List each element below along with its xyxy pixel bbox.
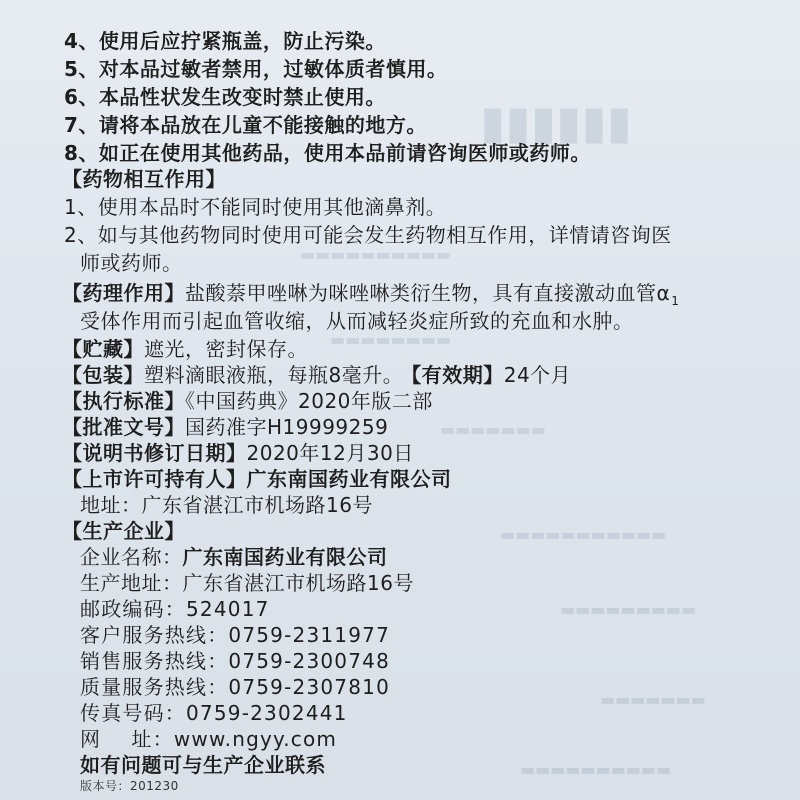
holder-line xyxy=(62,466,452,492)
package-text: 塑料滴眼液瓶，每瓶8毫升。 xyxy=(144,363,404,387)
interaction-item: 2、如与其他药物同时使用可能会发生药物相互作用，详情请咨询医 xyxy=(64,223,672,247)
bleed-through-text: ▬▬▬▬▬▬▬▬▬▬ xyxy=(300,245,452,264)
holder-address: 地址：广东省湛江市机场路16号 xyxy=(80,493,373,517)
manufacturer-name: 广东南国药业有限公司 xyxy=(182,545,388,569)
version-number: 版本号：201230 xyxy=(80,779,179,793)
postcode: 邮政编码：524017 xyxy=(80,597,270,621)
section-heading-validity: 【有效期】 xyxy=(411,363,504,387)
precaution-item: 5、对本品过敏者禁用，过敏体质者慎用。 xyxy=(64,57,448,81)
section-heading-storage: 【贮藏】 xyxy=(62,337,144,361)
fax-number: 传真号码：0759-2302441 xyxy=(80,701,348,725)
section-heading-manufacturer: 【生产企业】 xyxy=(62,519,185,543)
bleed-through-text: ▬▬▬▬▬▬▬ xyxy=(600,690,706,709)
precaution-item: 8、如正在使用其他药品，使用本品前请咨询医师或药师。 xyxy=(64,141,591,165)
revision-line xyxy=(62,440,414,466)
precaution-item: 6、本品性状发生改变时禁止使用。 xyxy=(64,85,386,109)
package-line xyxy=(62,362,571,388)
validity-text: 24个月 xyxy=(503,363,572,387)
section-heading-approval: 【批准文号】 xyxy=(62,415,185,439)
bleed-through-text: ▬▬▬▬▬▬▬▬ xyxy=(330,330,451,349)
contact-note: 如有问题可与生产企业联系 xyxy=(80,753,326,777)
quality-hotline: 质量服务热线：0759-2307810 xyxy=(80,675,390,699)
storage-line xyxy=(62,336,308,362)
section-heading-standard: 【执行标准】 xyxy=(62,389,185,413)
approval-line xyxy=(62,414,388,440)
section-heading-revision: 【说明书修订日期】 xyxy=(62,441,247,465)
interaction-item: 1、使用本品时不能同时使用其他滴鼻剂。 xyxy=(64,195,447,219)
holder-name: 广东南国药业有限公司 xyxy=(246,467,452,491)
sales-hotline: 销售服务热线：0759-2300748 xyxy=(80,649,390,673)
bleed-through-text: ▬▬▬▬▬▬▬▬▬ xyxy=(560,600,697,619)
standard-line xyxy=(62,388,433,414)
bleed-through-text: ▬▬▬▬▬▬▬▬▬▬ xyxy=(520,760,672,779)
bleed-through-title: ▮▮▮▮▮▮ xyxy=(480,95,632,149)
website: 网 址：www.ngyy.com xyxy=(80,727,338,751)
storage-text: 遮光，密封保存。 xyxy=(144,337,308,361)
section-heading-holder: 【上市许可持有人】 xyxy=(62,467,247,491)
manufacturer-name-label: 企业名称： xyxy=(80,545,183,569)
precaution-item: 4、使用后应拧紧瓶盖，防止污染。 xyxy=(64,29,386,53)
section-heading-pharmacology: 【药理作用】 xyxy=(62,281,185,305)
interaction-item-continued: 师或药师。 xyxy=(80,251,183,275)
manufacturer-name-line xyxy=(80,544,388,570)
revision-text: 2020年12月30日 xyxy=(246,441,414,465)
standard-text: 《中国药典》2020年版二部 xyxy=(185,389,433,413)
approval-text: 国药准字H19999259 xyxy=(185,415,389,439)
pharmacology-text-continued: 受体作用而引起血管收缩，从而减轻炎症所致的充血和水肿。 xyxy=(80,309,634,333)
pharmacology-text: 盐酸萘甲唑啉为咪唑啉类衍生物，具有直接激动血管α xyxy=(185,281,671,305)
manufacturer-address: 生产地址：广东省湛江市机场路16号 xyxy=(80,571,414,595)
bleed-through-text: ▬▬▬▬▬▬▬▬▬▬▬ xyxy=(500,525,667,544)
bleed-through-text: ▬▬▬▬▬▬▬ xyxy=(440,420,546,439)
section-heading-package: 【包装】 xyxy=(62,363,144,387)
service-hotline: 客户服务热线：0759-2311977 xyxy=(80,623,390,647)
precaution-item: 7、请将本品放在儿童不能接触的地方。 xyxy=(64,113,427,137)
pharmacology-subscript: 1 xyxy=(671,294,680,308)
section-heading-interactions: 【药物相互作用】 xyxy=(62,167,226,191)
